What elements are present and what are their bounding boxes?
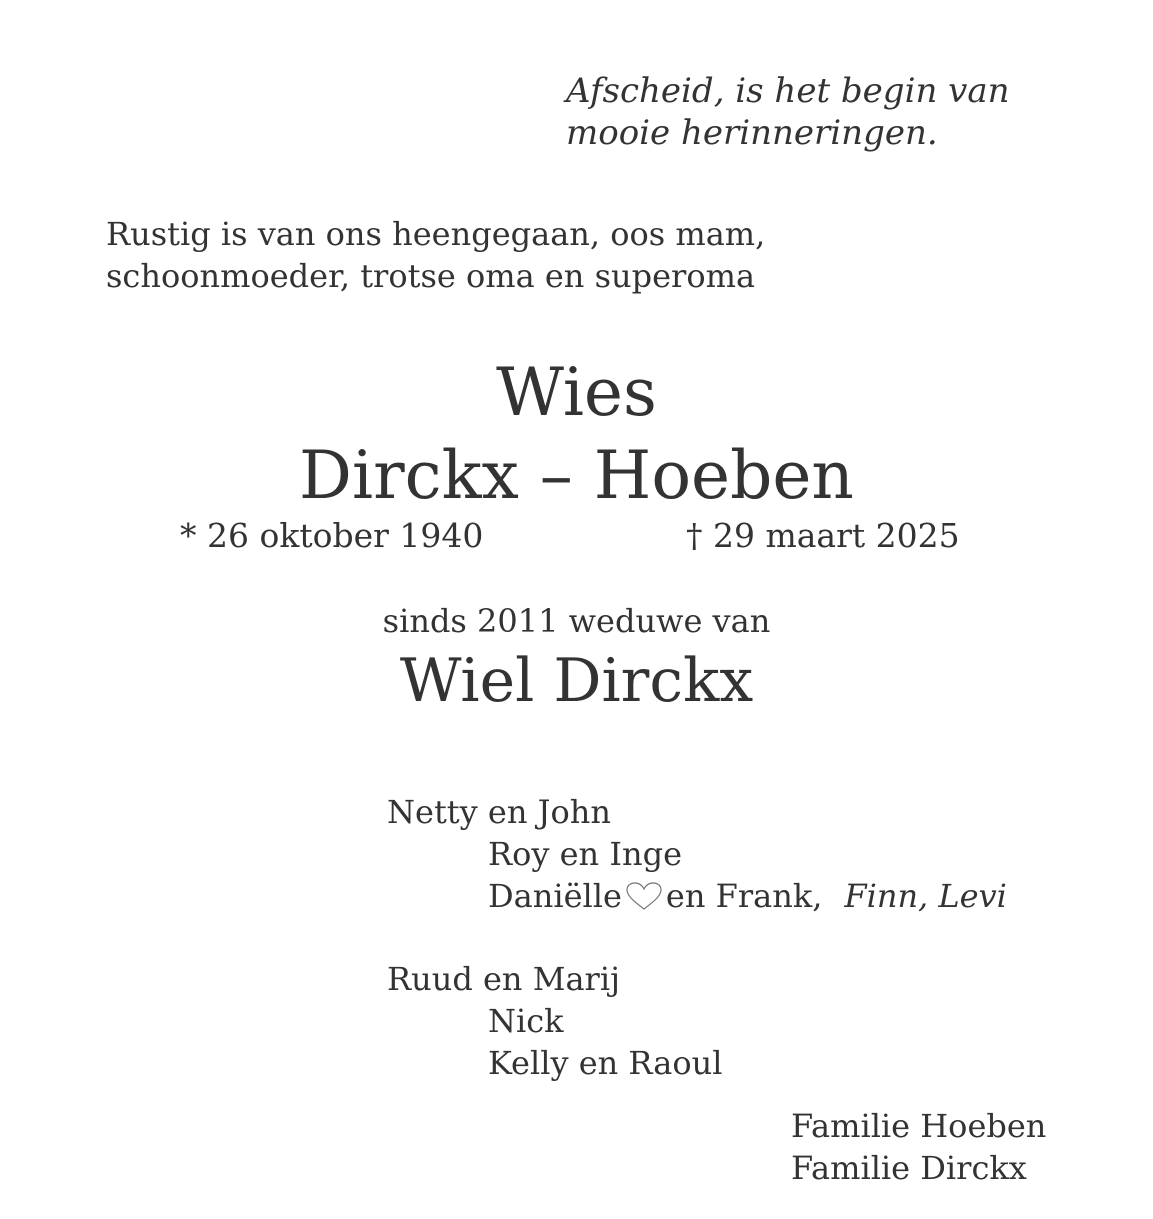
deceased-surname: Dirckx – Hoeben [299,437,854,514]
birth-date: * 26 oktober 1940 [180,516,484,555]
family-2-child-1: Nick [488,1002,564,1040]
quote-block [566,70,1010,154]
heart-outline-icon [622,879,666,909]
family-1-child-1: Roy en Inge [488,835,682,873]
death-date: † 29 maart 2025 [686,516,960,555]
family-1-child-2-partner: en Frank, [665,877,823,915]
family-2-child-2: Kelly en Raoul [488,1044,723,1082]
intro-line-1: Rustig is van ons heengegaan, oos mam, [106,215,766,253]
intro-line-2: schoonmoeder, trotse oma en superoma [106,257,756,295]
quote-line-1: Afscheid, is het begin van [566,71,1010,111]
family-1-child-2 [488,875,1007,917]
family-2-parents: Ruud en Marij [387,960,620,998]
extended-family-1: Familie Hoeben [791,1107,1047,1145]
quote-line-2: mooie herinneringen. [566,113,938,153]
family-1-parents: Netty en John [387,793,611,831]
deceased-first-name: Wies [496,354,657,431]
family-1-grandchildren: Finn, Levi [844,877,1007,915]
intro-text [106,213,765,297]
spouse-name: Wiel Dirckx [399,646,754,716]
family-1-child-2-name: Daniëlle [488,877,622,915]
widow-line: sinds 2011 weduwe van [382,602,771,640]
extended-family-2: Familie Dirckx [791,1149,1027,1187]
